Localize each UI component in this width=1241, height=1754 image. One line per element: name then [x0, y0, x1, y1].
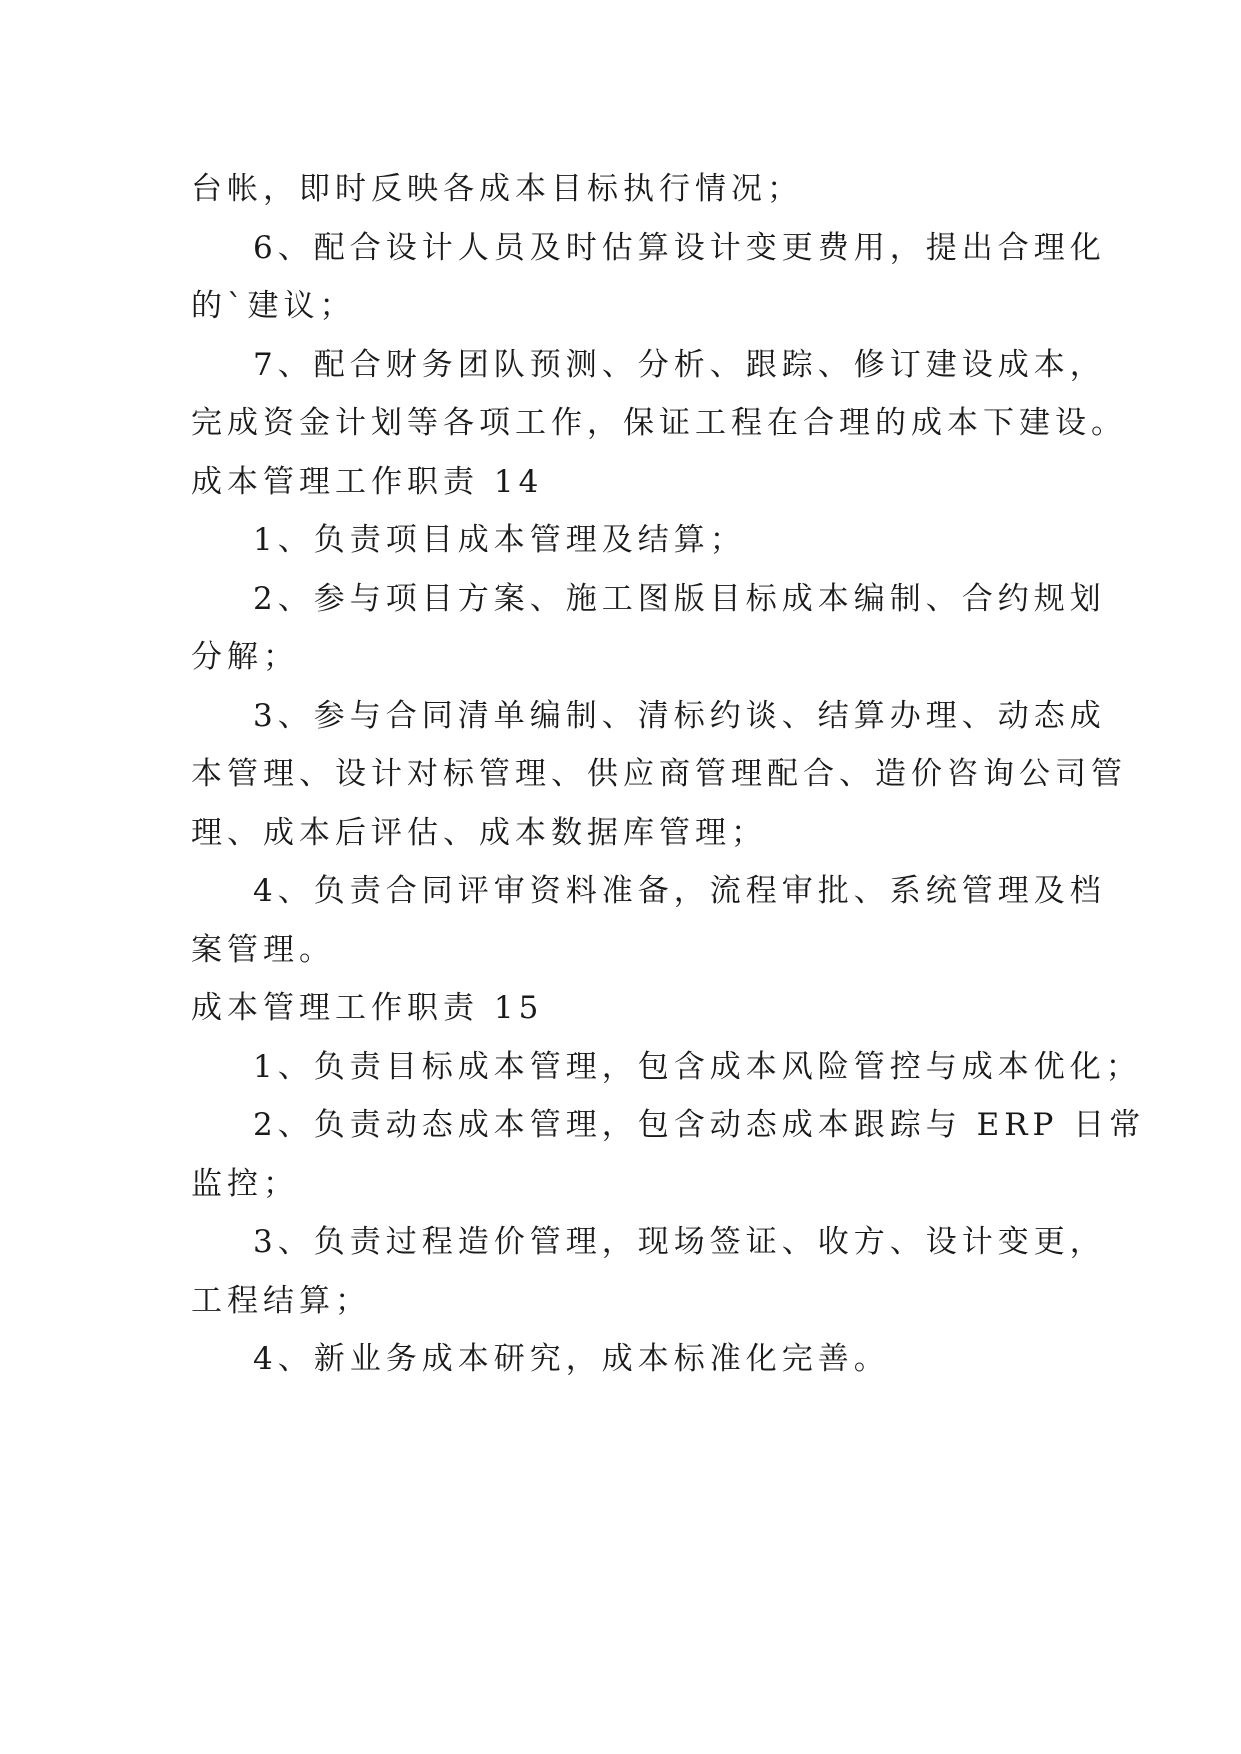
text-line: 1、负责目标成本管理，包含成本风险管控与成本优化； [253, 1048, 1142, 1085]
text-line: 工程结算； [191, 1282, 371, 1319]
section-heading: 成本管理工作职责 14 [191, 463, 544, 500]
text-line: 完成资金计划等各项工作，保证工程在合理的成本下建设。 [191, 405, 1127, 441]
text-line: 6、配合设计人员及时估算设计变更费用，提出合理化 [253, 229, 1106, 266]
document-body [191, 160, 1146, 1389]
text-line: 3、参与合同清单编制、清标约谈、结算办理、动态成 [253, 697, 1106, 734]
text-line: 监控； [191, 1165, 299, 1202]
text-line: 2、负责动态成本管理，包含动态成本跟踪与 ERP 日常 [253, 1107, 1146, 1143]
text-line: 4、负责合同评审资料准备，流程审批、系统管理及档 [253, 873, 1106, 909]
text-line: 台帐，即时反映各成本目标执行情况； [191, 171, 803, 207]
text-line: 分解； [191, 639, 299, 675]
text-line: 2、参与项目方案、施工图版目标成本编制、合约规划 [253, 580, 1106, 617]
text-line: 3、负责过程造价管理，现场签证、收方、设计变更， [253, 1224, 1106, 1260]
text-line: 4、新业务成本研究，成本标准化完善。 [253, 1341, 890, 1377]
text-line: 7、配合财务团队预测、分析、跟踪、修订建设成本， [253, 346, 1106, 383]
text-line: 的`建议； [191, 288, 356, 324]
section-heading: 成本管理工作职责 15 [191, 990, 544, 1026]
text-line: 本管理、设计对标管理、供应商管理配合、造价咨询公司管 [191, 756, 1127, 792]
text-line: 理、成本后评估、成本数据库管理； [191, 814, 767, 851]
text-line: 案管理。 [191, 931, 335, 968]
text-line: 1、负责项目成本管理及结算； [253, 522, 746, 558]
